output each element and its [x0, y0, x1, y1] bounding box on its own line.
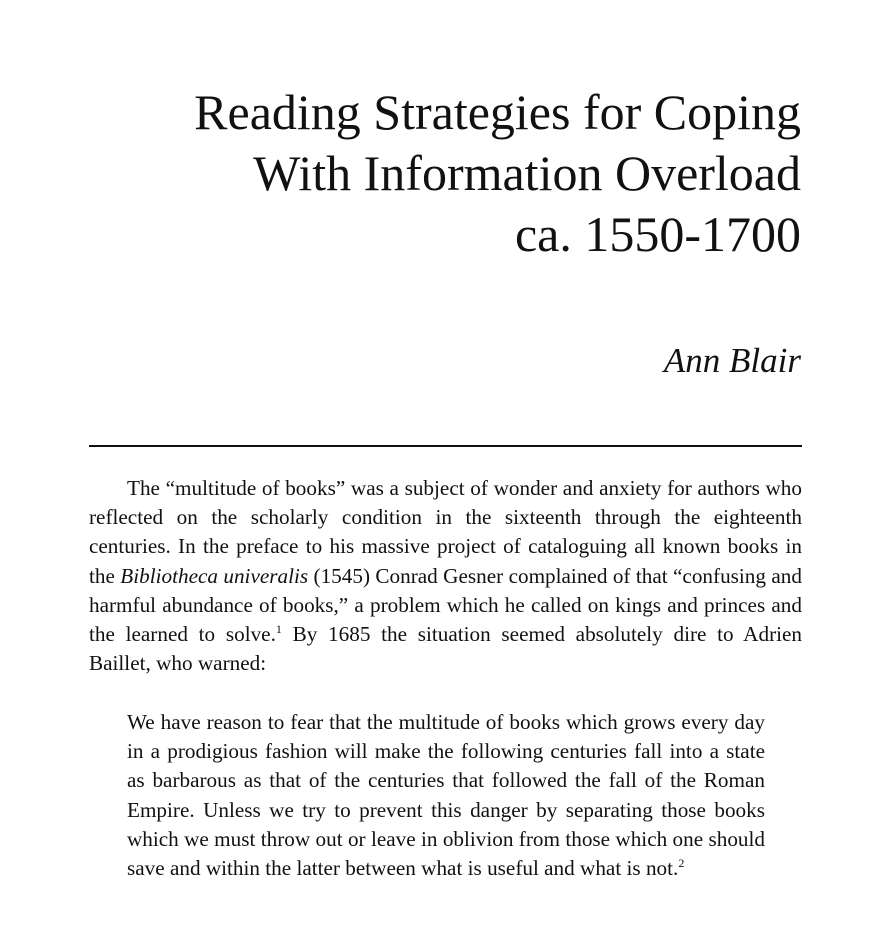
divider-rule	[89, 445, 802, 447]
title-line: ca. 1550-1700	[514, 206, 801, 262]
book-title: Bibliotheca univeralis	[120, 563, 309, 588]
quote-text: We have reason to fear that the multitude of books which grows every day in a prodigious fashion will make the following centuries fall into a state as barbarous as that of the centuries that followed the fall of the Roman Empire. Unless we try to prevent this danger by separating those books which we must throw out or leave in oblivion from those which one should save and within the latter between what is useful and what is not.	[127, 710, 765, 881]
author-name: Ann Blair	[663, 341, 801, 380]
title-line: With Information Overload	[253, 145, 801, 201]
paragraph-text: The “multitude of books” was a subject of wonder and anxiety for authors who reflected on the scholarly condition in the sixteenth through the eighteenth centuries. In the preface to his massive project of cataloguing all known books in the	[89, 476, 802, 588]
paragraph-text: (1545) Conrad Gesner complained of that “confusing and harmful abundance of books,” a problem which he called on kings and princes and the learned to solve.	[89, 563, 802, 647]
body-paragraph	[89, 474, 802, 678]
footnote-ref[interactable]: 1	[275, 621, 282, 636]
paragraph-text: By 1685 the situation seemed absolutely dire to Adrien Baillet, who warned:	[89, 622, 803, 676]
block-quote	[127, 708, 765, 883]
title-line: Reading Strategies for Coping	[194, 84, 801, 140]
footnote-ref[interactable]: 2	[678, 855, 685, 870]
article-title	[101, 82, 801, 265]
